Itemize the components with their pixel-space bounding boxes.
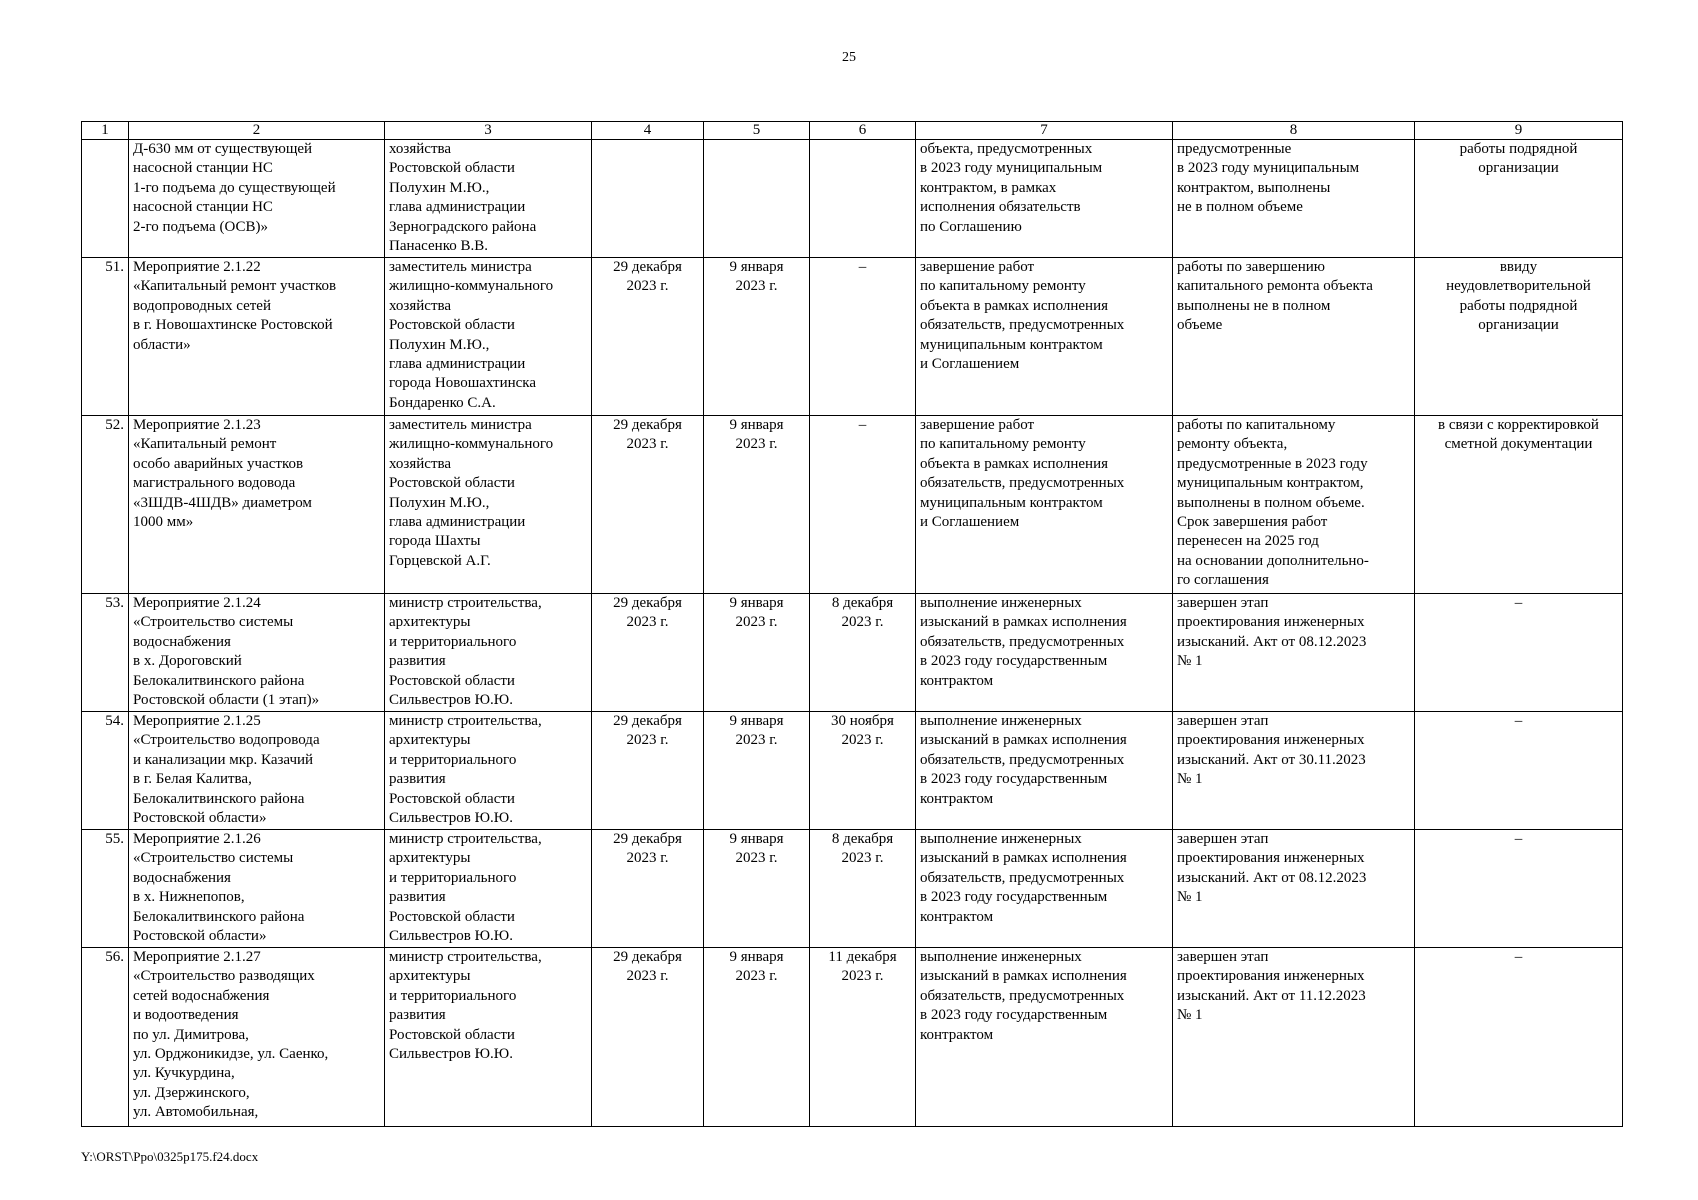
column-header: 4	[592, 122, 704, 140]
column-number-row	[82, 122, 1623, 140]
planned-result-cell: выполнение инженерных изысканий в рамках исполнения обязательств, предусмотренных в 2023 году государственным контрактом	[916, 948, 1173, 1127]
actual-date-cell: –	[810, 416, 916, 594]
expected-date-cell: 9 января 2023 г.	[704, 258, 810, 416]
planned-date-cell: 29 декабря 2023 г.	[592, 258, 704, 416]
expected-date-cell: 9 января 2023 г.	[704, 948, 810, 1127]
row-number-cell: 53.	[82, 594, 129, 712]
actual-date-cell: –	[810, 258, 916, 416]
expected-date-cell	[704, 140, 810, 258]
column-header: 7	[916, 122, 1173, 140]
page-number: 25	[842, 50, 856, 65]
actual-result-cell: завершен этап проектирования инженерных изысканий. Акт от 30.11.2023 № 1	[1173, 712, 1415, 830]
responsible-cell: министр строительства, архитектуры и территориального развития Ростовской области Сильвестров Ю.Ю.	[385, 830, 592, 948]
column-header: 3	[385, 122, 592, 140]
file-path-footer: Y:\ORST\Ppo\0325p175.f24.docx	[81, 1149, 259, 1164]
expected-date-cell: 9 января 2023 г.	[704, 830, 810, 948]
reason-cell: ввиду неудовлетворительной работы подрядной организации	[1415, 258, 1623, 416]
reason-cell: в связи с корректировкой сметной документации	[1415, 416, 1623, 594]
table-row	[82, 830, 1623, 948]
row-number-cell: 54.	[82, 712, 129, 830]
column-header: 9	[1415, 122, 1623, 140]
reason-cell: работы подрядной организации	[1415, 140, 1623, 258]
actual-result-cell: завершен этап проектирования инженерных изысканий. Акт от 08.12.2023 № 1	[1173, 830, 1415, 948]
column-header: 2	[129, 122, 385, 140]
table-row	[82, 712, 1623, 830]
table-row	[82, 416, 1623, 594]
actual-date-cell: 30 ноября 2023 г.	[810, 712, 916, 830]
event-cell: Мероприятие 2.1.24 «Строительство системы водоснабжения в х. Дороговский Белокалитвинского района Ростовской области (1 этап)»	[129, 594, 385, 712]
row-number-cell: 51.	[82, 258, 129, 416]
planned-result-cell: выполнение инженерных изысканий в рамках исполнения обязательств, предусмотренных в 2023 году государственным контрактом	[916, 830, 1173, 948]
report-table	[81, 121, 1623, 1127]
column-header: 8	[1173, 122, 1415, 140]
event-cell: Мероприятие 2.1.25 «Строительство водопровода и канализации мкр. Казачий в г. Белая Калитва, Белокалитвинского района Ростовской области»	[129, 712, 385, 830]
reason-cell: –	[1415, 830, 1623, 948]
actual-result-cell: завершен этап проектирования инженерных изысканий. Акт от 11.12.2023 № 1	[1173, 948, 1415, 1127]
planned-date-cell: 29 декабря 2023 г.	[592, 416, 704, 594]
table-row	[82, 948, 1623, 1127]
column-header: 5	[704, 122, 810, 140]
actual-result-cell: предусмотренные в 2023 году муниципальным контрактом, выполнены не в полном объеме	[1173, 140, 1415, 258]
actual-result-cell: завершен этап проектирования инженерных изысканий. Акт от 08.12.2023 № 1	[1173, 594, 1415, 712]
reason-cell: –	[1415, 594, 1623, 712]
planned-result-cell: завершение работ по капитальному ремонту объекта в рамках исполнения обязательств, предусмотренных муниципальным контрактом и Соглашением	[916, 416, 1173, 594]
event-cell: Д-630 мм от существующей насосной станции НС 1-го подъема до существующей насосной станции НС 2-го подъема (ОСВ)»	[129, 140, 385, 258]
table-row	[82, 258, 1623, 416]
planned-date-cell: 29 декабря 2023 г.	[592, 594, 704, 712]
row-number-cell	[82, 140, 129, 258]
reason-cell: –	[1415, 712, 1623, 830]
event-cell: Мероприятие 2.1.22 «Капитальный ремонт участков водопроводных сетей в г. Новошахтинске Ростовской области»	[129, 258, 385, 416]
responsible-cell: заместитель министра жилищно-коммунального хозяйства Ростовской области Полухин М.Ю., глава администрации города Шахты Горцевской А.Г.	[385, 416, 592, 594]
planned-result-cell: объекта, предусмотренных в 2023 году муниципальным контрактом, в рамках исполнения обязательств по Соглашению	[916, 140, 1173, 258]
event-cell: Мероприятие 2.1.23 «Капитальный ремонт особо аварийных участков магистрального водовода «3ШДВ-4ШДВ» диаметром 1000 мм»	[129, 416, 385, 594]
reason-cell: –	[1415, 948, 1623, 1127]
planned-result-cell: выполнение инженерных изысканий в рамках исполнения обязательств, предусмотренных в 2023 году государственным контрактом	[916, 594, 1173, 712]
planned-date-cell: 29 декабря 2023 г.	[592, 948, 704, 1127]
responsible-cell: министр строительства, архитектуры и территориального развития Ростовской области Сильвестров Ю.Ю.	[385, 594, 592, 712]
planned-date-cell: 29 декабря 2023 г.	[592, 830, 704, 948]
responsible-cell: министр строительства, архитектуры и территориального развития Ростовской области Сильвестров Ю.Ю.	[385, 948, 592, 1127]
actual-date-cell	[810, 140, 916, 258]
expected-date-cell: 9 января 2023 г.	[704, 594, 810, 712]
row-number-cell: 56.	[82, 948, 129, 1127]
table-row	[82, 594, 1623, 712]
expected-date-cell: 9 января 2023 г.	[704, 712, 810, 830]
row-number-cell: 55.	[82, 830, 129, 948]
row-number-cell: 52.	[82, 416, 129, 594]
actual-date-cell: 8 декабря 2023 г.	[810, 830, 916, 948]
responsible-cell: хозяйства Ростовской области Полухин М.Ю., глава администрации Зерноградского района Панасенко В.В.	[385, 140, 592, 258]
column-header: 1	[82, 122, 129, 140]
responsible-cell: заместитель министра жилищно-коммунального хозяйства Ростовской области Полухин М.Ю., глава администрации города Новошахтинска Бондаренко С.А.	[385, 258, 592, 416]
table-row	[82, 140, 1623, 258]
actual-result-cell: работы по завершению капитального ремонта объекта выполнены не в полном объеме	[1173, 258, 1415, 416]
actual-date-cell: 11 декабря 2023 г.	[810, 948, 916, 1127]
planned-result-cell: завершение работ по капитальному ремонту объекта в рамках исполнения обязательств, предусмотренных муниципальным контрактом и Соглашением	[916, 258, 1173, 416]
event-cell: Мероприятие 2.1.26 «Строительство системы водоснабжения в х. Нижнепопов, Белокалитвинского района Ростовской области»	[129, 830, 385, 948]
responsible-cell: министр строительства, архитектуры и территориального развития Ростовской области Сильвестров Ю.Ю.	[385, 712, 592, 830]
planned-date-cell	[592, 140, 704, 258]
event-cell: Мероприятие 2.1.27 «Строительство разводящих сетей водоснабжения и водоотведения по ул. Димитрова, ул. Орджоникидзе, ул. Саенко, ул. Кучкурдина, ул. Дзержинского, ул. Автомобильная,	[129, 948, 385, 1127]
planned-result-cell: выполнение инженерных изысканий в рамках исполнения обязательств, предусмотренных в 2023 году государственным контрактом	[916, 712, 1173, 830]
expected-date-cell: 9 января 2023 г.	[704, 416, 810, 594]
actual-result-cell: работы по капитальному ремонту объекта, предусмотренные в 2023 году муниципальным контрактом, выполнены в полном объеме. Срок завершения работ перенесен на 2025 год на основании дополнительно- го соглашения	[1173, 416, 1415, 594]
planned-date-cell: 29 декабря 2023 г.	[592, 712, 704, 830]
column-header: 6	[810, 122, 916, 140]
actual-date-cell: 8 декабря 2023 г.	[810, 594, 916, 712]
